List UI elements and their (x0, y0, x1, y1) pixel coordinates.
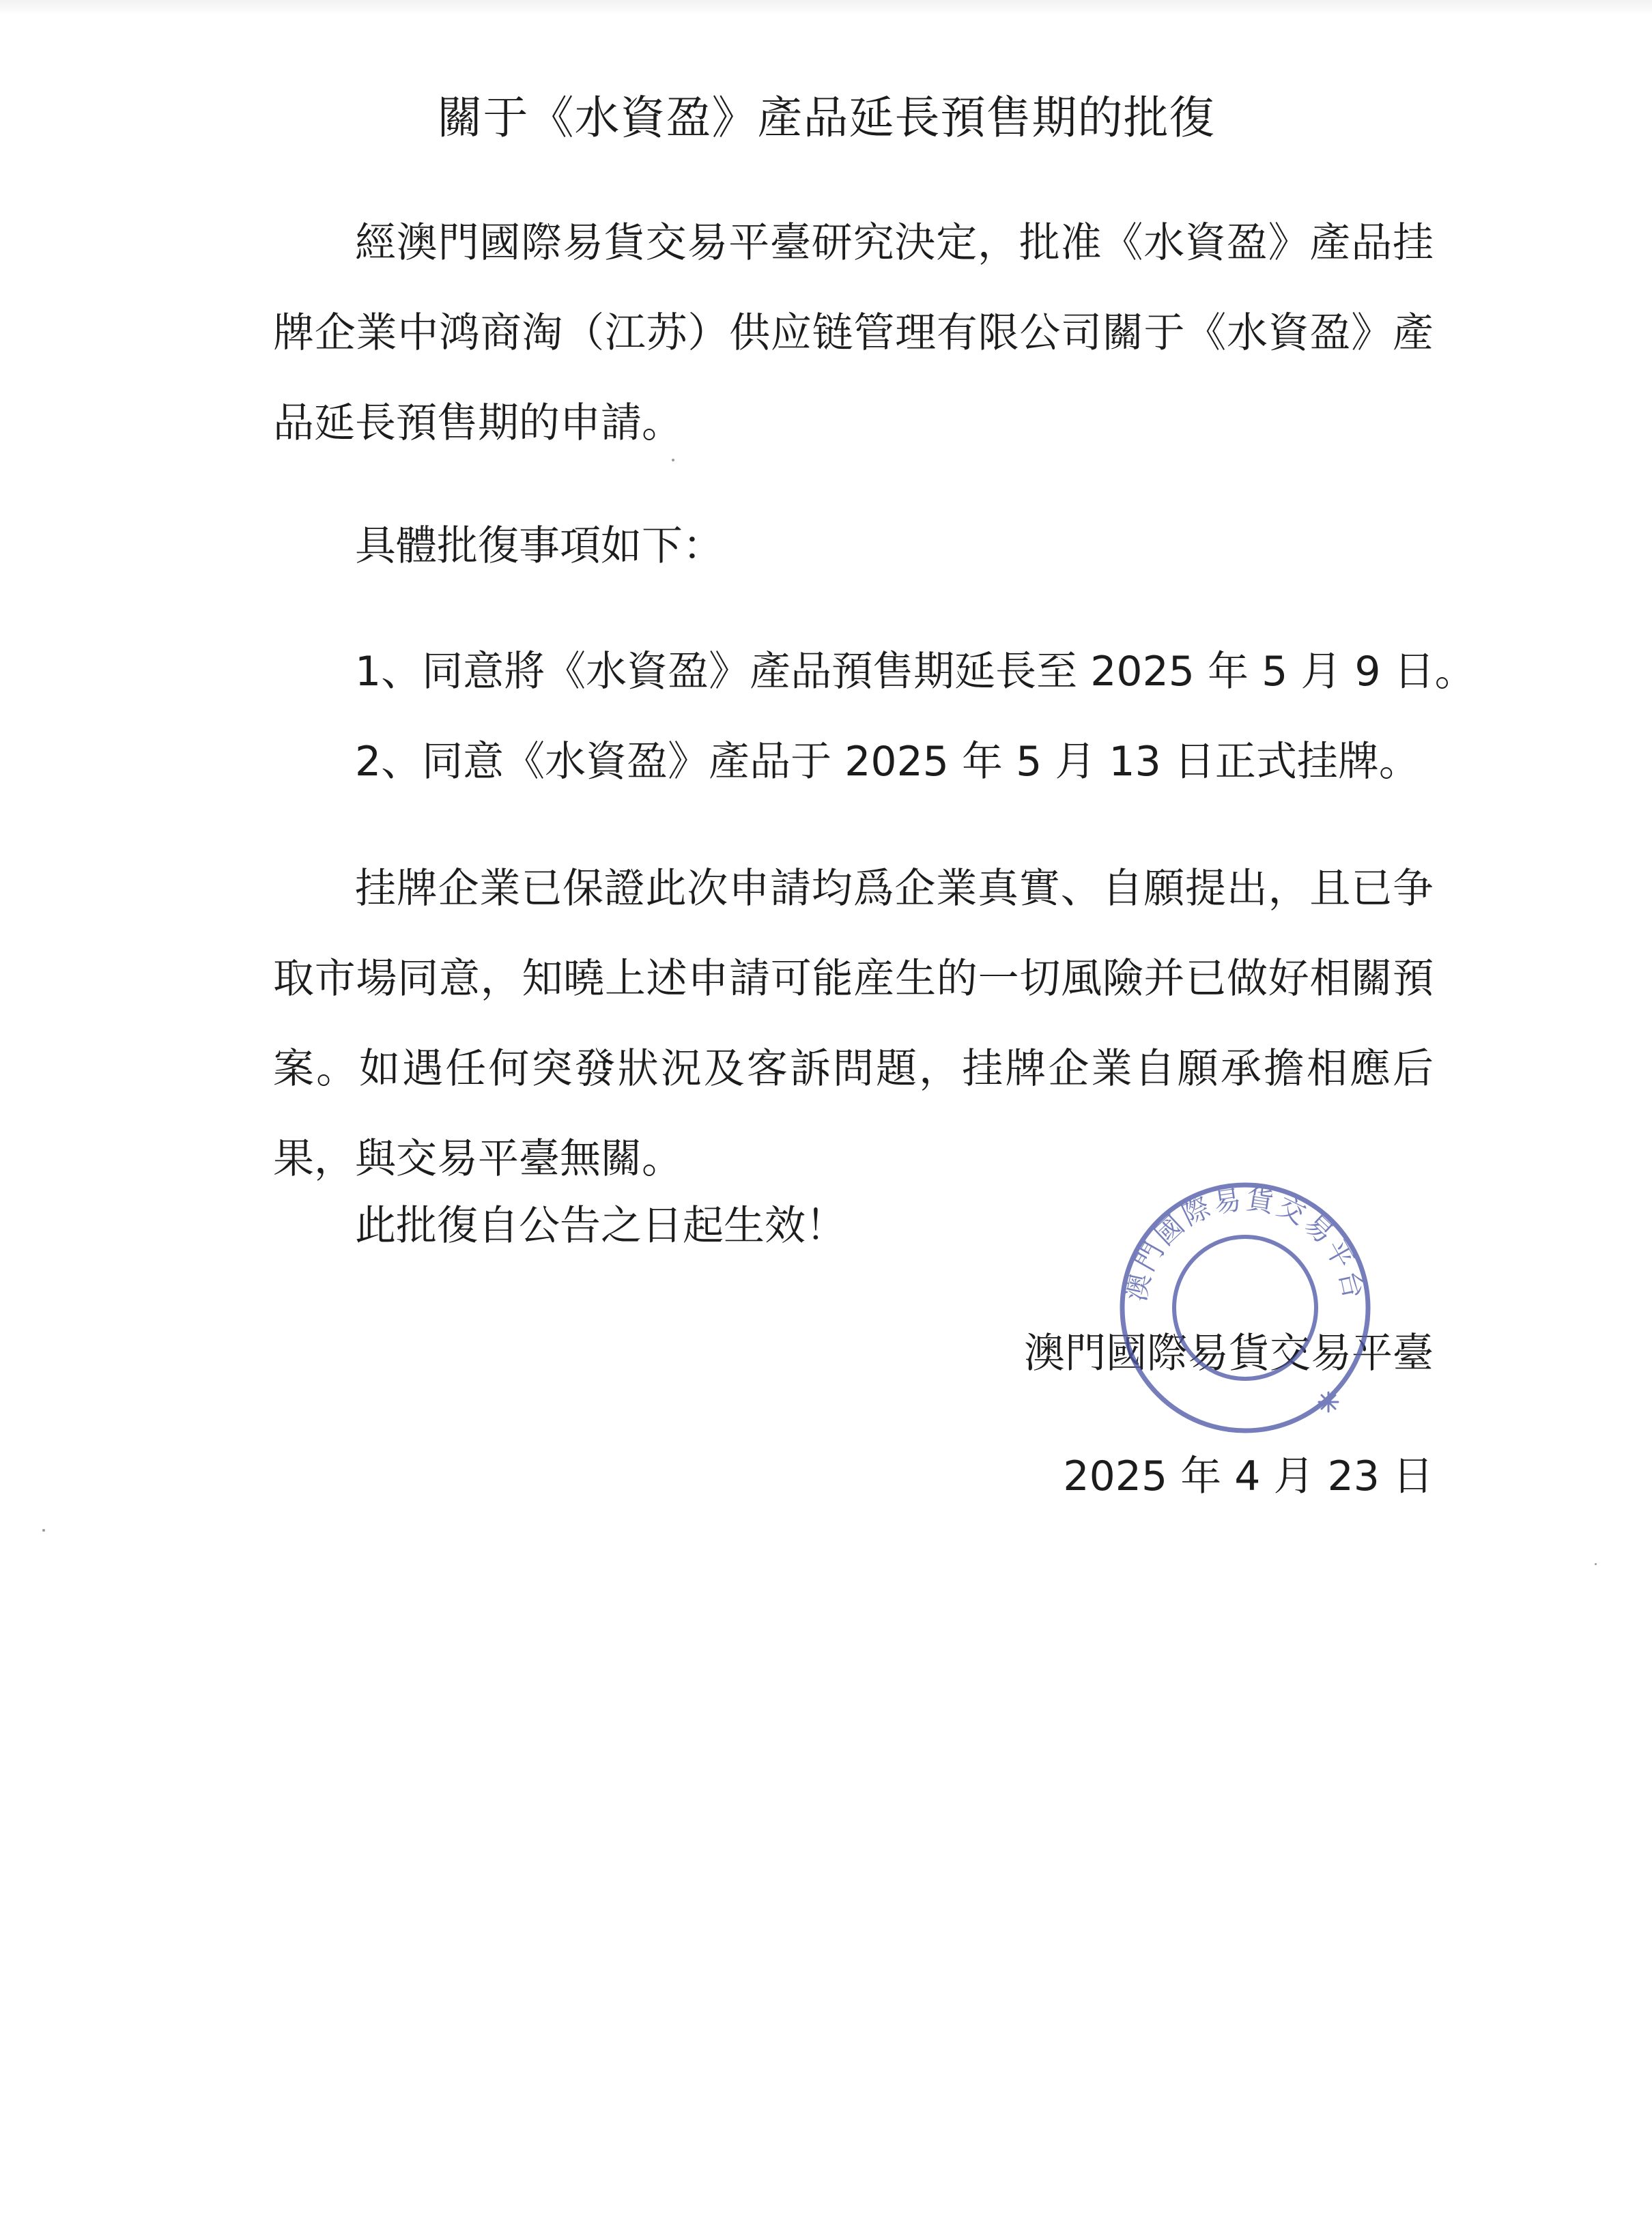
signature-date: 2025 年 4 月 23 日 (1063, 1453, 1434, 1500)
approval-item-1: 1、同意將《水資盈》產品預售期延長至 2025 年 5 月 9 日。 (355, 648, 1476, 696)
seal-ring-textpath: 澳門國際易貨交易平台 (1120, 1184, 1370, 1304)
scan-speck (1595, 1563, 1597, 1565)
intro-paragraph: 經澳門國際易貨交易平臺研究決定，批准《水資盈》產品挂牌企業中鸿商淘（江苏）供应链管理有限公司關于《水資盈》產品延長預售期的申請。 (273, 219, 1434, 447)
guarantee-paragraph: 挂牌企業已保證此次申請均爲企業真實、自願提出，且已争取市場同意，知曉上述申請可能産生的一切風險并已做好相關預案。如遇任何突發狀況及客訴問題，挂牌企業自願承擔相應后果，與交易平臺無關。 (273, 865, 1434, 1183)
seal-inner-ring (1174, 1237, 1316, 1379)
seal-ring-text (1120, 1184, 1369, 1304)
scan-edge-shadow (0, 0, 1652, 15)
document-title: 關于《水資盈》產品延長預售期的批復 (437, 91, 1215, 144)
effective-statement: 此批復自公告之日起生效！ (355, 1202, 846, 1250)
scan-speck (42, 1529, 45, 1532)
seal-emblem-icon (1319, 1392, 1338, 1412)
official-seal (1115, 1178, 1375, 1438)
signature-organization: 澳門國際易貨交易平臺 (1024, 1330, 1434, 1377)
approval-item-2: 2、同意《水資盈》產品于 2025 年 5 月 13 日正式挂牌。 (355, 738, 1420, 786)
items-heading: 具體批復事項如下： (355, 522, 724, 570)
scan-speck (672, 459, 674, 461)
